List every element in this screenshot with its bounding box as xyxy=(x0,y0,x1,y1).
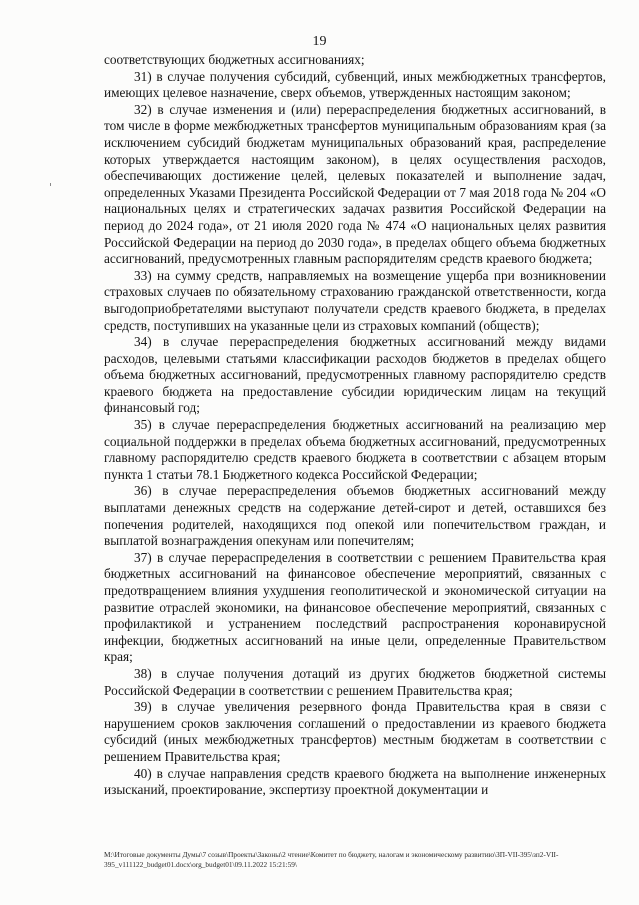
paragraph-item-34: 34) в случае перераспределения бюджетных ассигнований между видами расходов, целевыми статьями классификации расходов бюджетов в пределах общего объема бюджетных ассигнований, предусмотренных главному распорядителю средств краевого бюджета на предоставление субсидии юридическим лицам на текущий финансовый год; xyxy=(104,334,606,416)
file-path-footer: M:\Итоговые документы Думы\7 созыв\Проекты\Законы\2 чтение\Комитет по бюджету, налогам и экономическому развитию\ЗП-VII-395\зп2-VII-395_v111122_budget01.docx\org_budget01\09.11.2022 15:21:59\ xyxy=(104,850,559,869)
paragraph-continuation: соответствующих бюджетных ассигнованиях; xyxy=(104,52,365,67)
paragraph-item-38: 38) в случае получения дотаций из других бюджетов бюджетной системы Российской Федерации в соответствии с решением Правительства края; xyxy=(104,665,606,698)
paragraph-item-36: 36) в случае перераспределения объемов бюджетных ассигнований между выплатами денежных средств на содержание детей-сирот и детей, оставшихся без попечения родителей, находящихся под опекой или попечительством граждан, и выплатой вознаграждения опекунам или попечителям; xyxy=(104,483,606,549)
page-number: 19 xyxy=(312,34,327,49)
margin-mark xyxy=(50,183,51,186)
paragraph-item-40: 40) в случае направления средств краевого бюджета на выполнение инженерных изысканий, проектирование, экспертизу проектной документации и xyxy=(104,765,606,798)
paragraph-item-35: 35) в случае перераспределения бюджетных ассигнований на реализацию мер социальной поддержки в пределах объема бюджетных ассигнований, предусмотренных главному распорядителю средств краевого бюджета в соответствии с абзацем вторым пункта 1 статьи 78.1 Бюджетного кодекса Российской Федерации; xyxy=(104,417,606,482)
paragraph-item-33: 33) на сумму средств, направляемых на возмещение ущерба при возникновении страховых случаев по обязательному страхованию гражданской ответственности, когда выгодоприобретателями выступают получатели средств краевого бюджета, в пределах средств, поступивших на указанные цели из страховых компаний (обществ); xyxy=(104,267,606,333)
paragraph-item-31: 31) в случае получения субсидий, субвенций, иных межбюджетных трансфертов, имеющих целевое назначение, сверх объемов, утвержденных настоящим законом; xyxy=(104,68,606,101)
paragraph-item-32: 32) в случае изменения и (или) перераспределения бюджетных ассигнований, в том числе в форме межбюджетных трансфертов муниципальным образованиям края (за исключением субсидий бюджетам муниципальных образований края, распределение которых утверждается настоящим законом), в целях осуществления расходов, обеспечивающих достижение целей, целевых показателей и выполнение задач, определенных Указами Президента Российской Федерации от 7 мая 2018 года № 204 «О национальных целях и стратегических задачах развития Российской Федерации на период до 2024 года», от 21 июля 2020 года № 474 «О национальных целях развития Российской Федерации на период до 2030 года», в пределах общего объема бюджетных ассигнований, предусмотренных главным распорядителям средств краевого бюджета; xyxy=(104,101,606,267)
document-body xyxy=(104,52,606,799)
paragraph-item-37: 37) в случае перераспределения в соответствии с решением Правительства края бюджетных ассигнований на финансовое обеспечение мероприятий, связанных с предотвращением влияния ухудшения геополитической и экономической ситуации на развитие отраслей экономики, на финансовое обеспечение мероприятий, связанных с профилактикой и устранением последствий распространения коронавирусной инфекции, бюджетных ассигнований на иные цели, определенные Правительством края; xyxy=(104,549,606,665)
paragraph-item-39: 39) в случае увеличения резервного фонда Правительства края в связи с нарушением сроков заключения соглашений о предоставлении из краевого бюджета субсидий (иных межбюджетных трансфертов) местным бюджетам в соответствии с решением Правительства края; xyxy=(104,699,606,764)
